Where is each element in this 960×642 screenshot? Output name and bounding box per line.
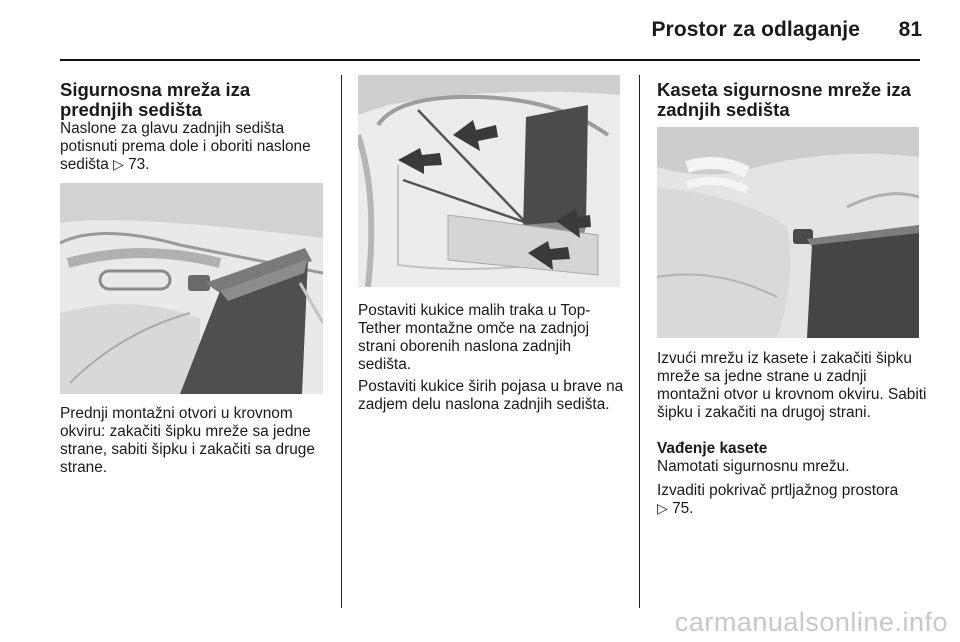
column-divider-2	[639, 75, 640, 608]
left-intro-body: Naslone za glavu zadnjih sedišta potisnuti prema dole i oboriti naslone sedišta	[60, 120, 311, 173]
section-heading-cassette: Kaseta sigurnosne mreže iza zadnjih sedišta	[657, 79, 911, 120]
right-para-3	[657, 482, 932, 518]
left-column	[60, 80, 328, 174]
right-column-head	[657, 80, 927, 120]
watermark: carmanualsonline.info	[674, 607, 948, 637]
middle-para-2: Postaviti kukice širih pojasa u brave na zadjem delu naslona zadnjih sedišta.	[358, 378, 624, 413]
subheading-remove-cassette: Vađenje kasete	[657, 440, 768, 457]
figure-cassette-net	[657, 127, 919, 338]
figure-net-installation	[358, 75, 620, 287]
xref-icon: ▷	[113, 157, 124, 173]
right-para-1: Izvući mrežu iz kasete i zakačiti šipku mreže sa jedne strane u zadnji montažni otvor u krovnom okviru. Sabiti šipku i zakačiti na drugoj strani.	[657, 350, 927, 421]
middle-para-1: Postaviti kukice malih traka u Top-Tether montažne omče na zadnjoj strani oborenih naslona zadnjih sedišta.	[358, 302, 591, 373]
left-caption	[60, 405, 328, 477]
right-para-3-ref: 75.	[672, 500, 694, 517]
header-rule	[60, 59, 920, 61]
right-para-3-body: Izvaditi pokrivač prtljažnog prostora	[657, 482, 899, 499]
middle-column	[358, 302, 626, 414]
figure-front-mounting-hole	[60, 183, 323, 394]
page-header-title: Prostor za odlaganje	[651, 18, 860, 41]
right-column-body	[657, 350, 932, 518]
column-divider-1	[341, 75, 342, 608]
left-intro-text	[60, 120, 328, 174]
right-para-2: Namotati sigurnosnu mrežu.	[657, 458, 850, 475]
section-heading-front-net: Sigurnosna mreža iza prednjih sedišta	[60, 79, 251, 120]
xref-icon: ▷	[657, 501, 668, 517]
left-intro-ref: 73.	[128, 156, 150, 173]
page-number: 81	[898, 18, 922, 41]
left-caption-text: Prednji montažni otvori u krovnom okviru: zakačiti šipku mreže sa jedne strane, sabiti šipku i zakačiti sa druge strane.	[60, 405, 315, 476]
